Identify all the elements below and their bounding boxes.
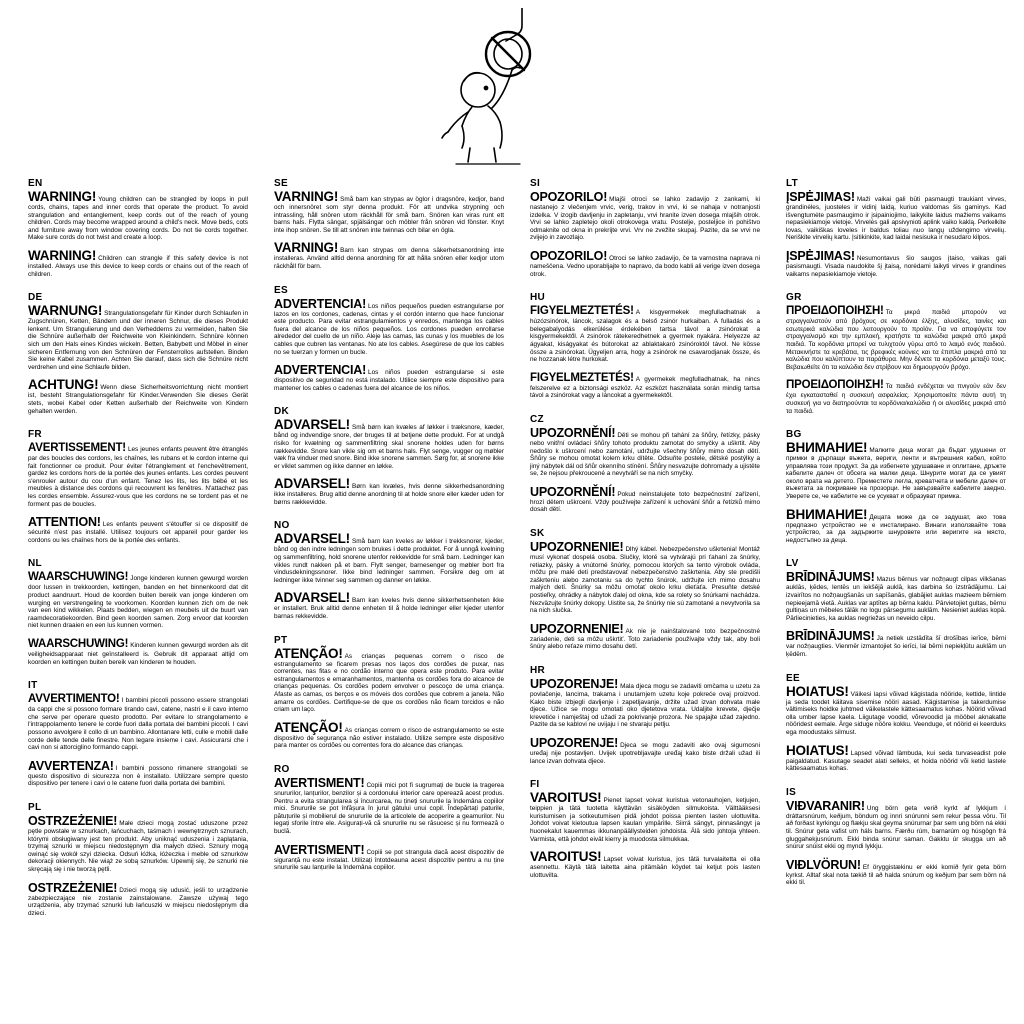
warning-paragraph	[530, 622, 760, 651]
section-spacer	[786, 894, 1006, 901]
section-spacer	[530, 285, 760, 292]
language-section-es	[274, 285, 504, 407]
warning-text: Děti se mohou při tahání za šňůry, řetízky, pásky nebo vnitřní ovládací šňůry tohoto produktu zamotat do smyčky a uškrtit. Aby nedošlo k uškrcení nebo zamotání, udržujte všechny šňůry mimo dosah dětí. Šňůry se mohou omotat kolem krku dítěte. Odsuňte postele, dětské postýlky a jiný nábytek dál od šňůr okenního stínění. Šňůry nesvazujte dohromady a ujistěte se, že nejsou překroucené a nevytváří se na nich smyčky.	[530, 431, 760, 478]
warning-text: A kisgyermekek megfulladhatnak a húzózsinórok, láncok, szalagok és a belső zsinór hurkaiban. A fulladás és a belegabalyodás elkerülése érdekében tartsa távol a zsinórokat a kisgyermekektől. A zsinórok rátekeredhetnek a gyermek nyakára. Helyezze az ágyakat, kiságyakat és bútorokat az ablaktakaró zsinóroktól távol. Ne kösse össze a zsinórokat. Ügyeljen arra, hogy a zsinórok ne csavarodjanak össze, és ne hozzanak létre hurkokat.	[530, 309, 760, 364]
column-4	[768, 178, 1024, 931]
warning-heading: OPOZORILO!	[530, 190, 608, 204]
warning-text: Små børn kan kvæles af løkker i træksnore, kæder, bånd og indvendige snore, der bruges til at betjene dette produkt. For at undgå risiko for kvælning og sammenfiltring skal snorene holdes uden for børns rækkevidde. Snore kan vikle sig om et barns hals. Flyt senge, vugger og møbler væk fra vinduer med snore. Bind ikke snorene sammen. Sørg for, at snorene ikke er viklet sammen og ikke danner en løkke.	[274, 424, 504, 470]
warning-paragraph	[786, 629, 1006, 658]
warning-text: Nesumontavus šio saugos įtaiso, vaikas gali pasismaugti. Visada naudokite šį įtaisą, norėdami laikyti virves ir grandines vaikams nepasiekiamoje vietoje.	[786, 254, 1006, 278]
warning-text: Małe dzieci mogą zostać uduszone przez pętle powstałe w sznurkach, łańcuchach, taśmach i wewnętrznych sznurach, którymi obsługiwany jest ten produkt. Aby uniknąć uduszenia i zaplątania, trzymaj sznurki w miejscu niedostępnym dla małych dzieci. Sznury mogą owinąć się wokół szyi dziecka. Odsuń łóżka, łóżeczka i meble od sznurków dekoracji okiennych. Nie wiąż ze sobą sznurków. Upewnij się, że sznurki nie skręcają się i nie tworzą pętli.	[28, 819, 248, 873]
column-2	[256, 178, 512, 931]
warning-text: Djeca se mogu zadaviti ako ovaj sigurnosni uređaj nije postavljen. Uvijek upotrebljavajte uređaj kako biste držali užad ili lance izvan dohvata djece.	[530, 741, 760, 765]
warning-text: Små barn kan kveles av løkker i trekksnorer, kjeder, bånd og den indre ledningen som brukes i dette produktet. For å unngå kvelning og sammenfiltring, hold snorene utenfor rekkevidde for små barn. Ledninger kan vikles rundt nakken på et barn. Flytt senger, barnesenger og møbler bort fra vindusdekningssnorer. Ikke bind ledninger sammen. Forsikre deg om at ledninger ikke tvinner seg sammen og danner en løkke.	[274, 538, 504, 584]
warning-text: Les jeunes enfants peuvent être étranglés par des boucles des cordons, les chaînes, les rubans et le cordon interne qui fait fonctionner ce produit. Pour éviter l'étranglement et l'enchevêtrement, gardez les cordons hors de la portée des jeunes enfants. Les cordes peuvent s'enrouler autour du cou d'un enfant. Tenez les lits, les lits bébé et les meubles à distance des cordons qui recouvrent les fenêtres. N'attachez pas les cordes ensemble. Assurez-vous que les cordons ne se tordent pas et ne forment pas de boucles.	[28, 446, 248, 508]
language-code: DE	[28, 292, 43, 304]
warning-paragraph	[530, 249, 760, 278]
section-spacer	[28, 285, 248, 292]
language-code: LV	[786, 558, 799, 570]
warning-paragraph	[786, 249, 1006, 278]
warning-heading: AVERTISMENT!	[274, 842, 365, 857]
language-code: NO	[274, 520, 290, 532]
warning-text: Copiii mici pot fi sugrumați de bucle la tragerea snururilor, lanțurilor, benzilor și a cordonului interior care operează acest produs. Pentru a evita strangularea și încurcarea, nu țineți snururile la îndemâna copiilor mici. Snururile se pot înfășura în jurul gâtului unui copil. Îndepărtați paturile, pătuțurile și mobilierul de snururile de la articolele de acoperire a geamurilor. Nu legați sforile între ele. Asigurați-vă că snururile nu se răsucesc și nu formează o buclă.	[274, 781, 504, 835]
warning-paragraph	[28, 190, 248, 242]
warning-text: Малките деца могат да бъдат удушени от примки в дърпащи въжета, вериги, ленти и вътрешния кабел, който управлява този продукт. За да избегнете удушаване и оплитане, дръжте кабелите далеч от обсега на малки деца. Шнурите могат да се увият около врата на детето. Преместете легла, креватчета и мебели далеч от въжетата за покриване на прозорци. Не завързвайте кабелите заедно. Уверете се, че кабелите не се усукват и образуват примка.	[786, 447, 1006, 501]
warning-paragraph	[274, 363, 504, 392]
warning-paragraph	[530, 791, 760, 843]
warning-paragraph	[530, 736, 760, 765]
warning-heading: ADVERTENCIA!	[274, 296, 367, 311]
warning-heading: ĮSPĖJIMAS!	[786, 248, 855, 263]
section-spacer	[530, 886, 760, 893]
warning-paragraph	[28, 814, 248, 874]
column-3	[512, 178, 768, 931]
warning-paragraph	[786, 190, 1006, 242]
warning-paragraph	[28, 249, 248, 278]
warning-paragraph	[274, 418, 504, 470]
language-section-ro	[274, 764, 504, 886]
child-strangulation-warning-illustration	[400, 8, 630, 168]
warning-text: Ef öryggistækinu er ekki komið fyrir geta börn kyrkst. Alltaf skal nota tækið til að halda snúrum og keðjum þar sem börn ná ekki til.	[786, 863, 1006, 887]
warning-heading: HOIATUS!	[786, 742, 849, 758]
warning-heading: UPOZORENJE!	[530, 677, 619, 691]
warning-text: Kinderen kunnen gewurgd worden als dit veiligheidsapparaat niet geïnstalleerd is. Gebruik dit apparaat altijd om koorden en kettingen buiten bereik van kinderen te houden.	[28, 642, 248, 666]
language-code: SE	[274, 178, 288, 189]
warning-text: Children can strangle if this safety device is not installed. Always use this device to keep cords or chains out of the reach of children.	[28, 254, 248, 278]
language-code: DK	[274, 406, 290, 418]
warning-text: Copiii se pot strangula dacă acest dispozitiv de siguranță nu este instalat. Utilizați întotdeauna acest dispozitiv pentru a nu ține snururile sau lanțurile la îndemâna copiilor.	[274, 848, 504, 872]
language-section-fi	[530, 779, 760, 893]
warning-text: Väikesi lapsi võivad kägistada nööride, kettide, lintide ja seda toodet käitava sisemise nööri aasad. Kägistamise ja takerdumise vältimiseks hoidke juhtmed väikelastele kättesaamatus kohas. Nöörid võivad olla umber lapse kaela. Liigutage voodid, võrevoodid ja mööbel aknakatte nööridest eemale. Ärge siduge nööre kokku. Veenduge, et nöörid ei keerduks ega moodustaks silmust.	[786, 690, 1006, 736]
warning-text: Wenn diese Sicherheitsvorrichtung nicht montiert ist, besteht Strangulationsgefahr für Kinder.Verwenden Sie dieses Gerät stets, wobei Kabel oder Ketten außerhalb der Reichweite von Kindern gehalten werden.	[28, 384, 248, 415]
warning-text: Ak nie je nainštalované toto bezpečnostné zariadenie, deti sa môžu uškrtiť. Toto zariadenie používajte vždy tak, aby boli šnúry alebo reťaze mimo dosahu detí.	[530, 627, 760, 651]
warning-paragraph	[786, 799, 1006, 851]
language-section-pl	[28, 802, 248, 931]
warning-heading: WARNING!	[28, 189, 97, 204]
warning-text: A gyermekek megfulladhatnak, ha nincs felszerelve ez a biztonsági eszköz. Az eszközt használata során mindig tartsa távol a zsinórokat vagy a láncokat a gyermekektől.	[530, 375, 760, 400]
language-code: EE	[786, 672, 800, 684]
warning-heading: OSTRZEŻENIE!	[28, 880, 118, 895]
warning-text: I bambini piccoli possono essere strangolati da cappi che si possono formare tirando cavi, catene, nastri e il cavo interno che serve per operare questo prodotto. Per evitare lo strangolamento e l'intrappolamento tenere le corde fuori dalla portata dei bambini piccoli. I cavi possono avvolgere il collo di un bambino. Allontanare letti, culle e mobili dalle corde delle tende delle finestre. Non legare insieme i cavi. Assicurarsi che i cavi non si attorciglino formando cappi.	[28, 697, 248, 752]
language-section-hu	[530, 292, 760, 414]
language-code: HU	[530, 292, 546, 304]
warning-text: Mala djeca mogu se zadaviti omčama u uzetu za povlačenje, lancima, trakama i unutarnjem uzetu koje pokreće ovaj proizvod. Kako biste izbjegli davljenje i zapetljavanje, držite užad izvan dohvata male djece. Užice se mogu omotati oko djetetova vrata. Udaljite krevete, dječje krevetiće i namještaj od užadi za pokrivanje prozora. Ne spajajte užad zajedno. Pazite da se kablovi ne uvijaju i ne stvaraju petlju.	[530, 683, 760, 729]
section-spacer	[786, 551, 1006, 558]
section-spacer	[274, 879, 504, 886]
warning-paragraph	[28, 441, 248, 508]
warning-paragraph	[274, 776, 504, 836]
section-spacer	[530, 521, 760, 528]
warning-paragraph	[274, 532, 504, 584]
warning-text: Lapset voivat kuristua, jos tätä turvalaitetta ei olla asennettu. Käytä tätä laitetta aina pitämään köydet tai ketjut pois lasten ulottuvilta.	[530, 856, 760, 879]
warning-heading: UPOZORENJE!	[530, 735, 619, 750]
language-section-fr	[28, 429, 248, 558]
warning-text: As crianças pequenas correm o risco de estrangulamento se ficarem presas nos laços dos cordões de puxar, nas correntes, nas fitas e no cordão interno que opera este produto. Para evitar estrangulamentos e emaranhamentos, mantenha os cordões fora do alcance de crianças pequenas. Os cordões podem envolver o pescoço de uma criança. Afaste as camas, os berços e os móveis dos cordões que cobrem a janela. Não amarre os cordões. Certifique-se de que os cordões não ficam torcidos e não criam um laço.	[274, 652, 504, 714]
language-section-pt	[274, 635, 504, 764]
warning-heading: ΠΡΟΕΙΔΟΠΟΙΗΣΗ!	[786, 305, 884, 318]
language-section-en	[28, 178, 248, 292]
section-spacer	[274, 399, 504, 406]
section-spacer	[28, 551, 248, 558]
warning-heading: ATENÇÃO!	[274, 645, 343, 661]
warning-heading: UPOZORNENIE!	[530, 621, 624, 636]
warning-heading: AVVERTIMENTO!	[28, 693, 120, 706]
warning-heading: BRĪDINĀJUMS!	[786, 570, 875, 585]
warning-text: Pienet lapset voivat kuristua vetonauhojen, ketjujen, teippien ja tätä tuotetta käyttävän sisäköyden silmukoista. Välttääksesi kuristumisen ja sotkeutumisen pidä johdot poissa pienten lasten ulottuvilta. Johdot voivat kietoutua lapsen kaulan ympärille. Siirrä sängyt, pinnasängyt ja huonekalut kauemmas ikkunanpäällysteiden johdoista. Älä sido johtoja yhteen. Varmista, että johdot eivät kierry ja muodosta silmukkaa.	[530, 797, 760, 843]
language-columns	[0, 178, 1024, 931]
language-code: NL	[28, 558, 42, 570]
warning-text: Lapsed võivad lämbuda, kui seda turvaseadist pole paigaldatud. Kasutage seadet alati selleks, et hoida nöörid või ketid lastele kättesaamatus kohas.	[786, 749, 1006, 773]
warning-heading: ВНИМАНИЕ!	[786, 506, 868, 522]
warning-heading: VIÐVARANIR!	[786, 798, 865, 813]
warning-heading: WARNUNG!	[28, 303, 103, 319]
warning-text: Los niños pequeños pueden estrangularse por lazos en los cordones, cadenas, cintas y el cordón interno que hace funcionar este producto. Para evitar estrangulamientos y enredos, mantenga los cables fuera del alcance de los niños pequeños. Los cordones pueden enrollarse alrededor del cuello de un niño. Aleje las camas, las cunas y los muebles de los cables que cubren las ventanas. No ate los cables. Asegúrese de que los cables no se tuerzan y formen un bucle.	[274, 302, 504, 356]
language-section-se	[274, 178, 504, 285]
warning-text: Young children can be strangled by loops in pull cords, chains, tapes and inner cords that operate the product. To avoid strangulation and entanglement, keep cords out of the reach of young children. Cords may become wrapped around a child's neck. Move beds, cots and furniture away from window covering cords. Do not tie cords together. Make sure cords do not twist and create a loop.	[28, 196, 248, 242]
warning-heading: VARNING!	[274, 189, 339, 204]
warning-text: Mazus bērnus var nožņaugt cilpas vilkšanas auklās, ķēdes, lentēs un iekšējā auklā, kas darbina šo izstrādājumu. Lai izvairītos no nožņaugšanās un sapīšanās, glabājiet auklas mazieem bērniem nepieejamā vietā. Auklas var aptītes ap bērna kaklu. Pārvietojiet gultas, bērnu gultiņas un mēbeles tālāk no logu pārsegumu auklām. Nesieniet auklas kopā. Pārliecinieties, ka auklas negriežas un neveido cilpu.	[786, 576, 1006, 622]
warning-text: Barn kan strypas om denna säkerhetsanordning inte installeras. Använd alltid denna anordning för att hålla snören eller kedjor utom räckhåll för barn.	[274, 247, 504, 270]
warning-heading: ADVARSEL!	[274, 476, 350, 492]
warning-heading: VAROITUS!	[530, 790, 602, 806]
language-section-bg	[786, 429, 1006, 558]
warning-text: Små barn kan strypas av öglor i dragsnöre, kedjor, band och innersnöret som styr denna produkt. För att undvika strypning och intrassling, håll snören utom räckhåll för små barn. Snören kan viras runt ett barns hals. Flytta sängar, spjälsängar och möbler från snören vid fönster. Knyt inte ihop snören. Se till att snören inte twinnas och bilar en ögla.	[274, 196, 504, 234]
section-spacer	[28, 924, 248, 931]
language-code: SK	[530, 528, 545, 540]
section-spacer	[530, 772, 760, 779]
warning-paragraph	[28, 692, 248, 752]
warning-heading: AVERTISSEMENT!	[28, 442, 126, 455]
warning-heading: FIGYELMEZTETÉS!	[530, 371, 634, 384]
warning-heading: WAARSCHUWING!	[28, 571, 129, 584]
warning-paragraph	[786, 570, 1006, 622]
warning-paragraph	[274, 721, 504, 750]
warning-text: Barn kan kveles hvis denne sikkerhetsenheten ikke er installert. Bruk alltid denne enheten til å holde ledninger eller kjeder utenfor barnas rekkevidde.	[274, 597, 504, 621]
warning-heading: BRĪDINĀJUMS!	[786, 629, 875, 644]
warning-heading: UPOZORNENIE!	[530, 540, 624, 555]
warning-heading: ATTENTION!	[28, 515, 101, 530]
language-section-cz	[530, 414, 760, 528]
warning-paragraph	[274, 647, 504, 714]
language-section-si	[530, 178, 760, 292]
language-section-lv	[786, 558, 1006, 672]
language-code: ES	[274, 284, 288, 296]
language-section-no	[274, 520, 504, 634]
language-section-nl	[28, 558, 248, 680]
language-code: EN	[28, 178, 43, 189]
language-section-gr	[786, 292, 1006, 429]
warning-text: I bambini possono rimanere strangolati se questo dispositivo di sicurezza non è installato. Utilizzare sempre questo dispositivo per tenere i cavi o le catene fuori dalla portata dei bambini.	[28, 764, 248, 788]
warning-heading: ACHTUNG!	[28, 377, 99, 393]
language-code: GR	[786, 292, 802, 304]
language-code: PL	[28, 801, 42, 813]
warning-heading: OSTRZEŻENIE!	[28, 813, 118, 828]
warning-paragraph	[274, 477, 504, 506]
warning-paragraph	[786, 378, 1006, 415]
section-spacer	[28, 673, 248, 680]
warning-heading: AVERTISMENT!	[274, 775, 365, 790]
section-spacer	[786, 285, 1006, 292]
section-spacer	[274, 278, 504, 285]
warning-heading: HOIATUS!	[786, 683, 849, 699]
section-spacer	[274, 628, 504, 635]
warning-heading: VAROITUS!	[530, 849, 602, 865]
section-spacer	[530, 658, 760, 665]
warning-paragraph	[28, 515, 248, 544]
warning-heading: ATENÇÃO!	[274, 719, 343, 735]
warning-text: Børn kan kvæles, hvis denne sikkerhedsanordning ikke installeres. Brug altid denne anordning til at holde snore eller kæder uden for børns rækkevidde.	[274, 483, 504, 506]
language-section-de	[28, 292, 248, 429]
warning-heading: VARNING!	[274, 240, 339, 256]
language-section-it	[28, 680, 248, 802]
warning-paragraph	[530, 850, 760, 879]
warning-paragraph	[786, 304, 1006, 371]
warning-heading: AVVERTENZA!	[28, 758, 114, 773]
section-spacer	[786, 780, 1006, 787]
warning-heading: ĮSPĖJIMAS!	[786, 190, 855, 204]
warning-text: Los niños pueden estrangularse si este dispositivo de seguridad no está instalado. Utilice siempre este dispositivo para mantener los cables o cadenas fuera del alcance de los niños.	[274, 369, 504, 392]
warning-paragraph	[274, 190, 504, 234]
language-section-lt	[786, 178, 1006, 292]
section-spacer	[274, 757, 504, 764]
warning-heading: UPOZORNĚNÍ!	[530, 425, 616, 440]
warning-text: Децата може да се задушат, ако това предпазно устройство не е инсталирано. Винаги използвайте това устройство, за да задържите шнуровете или веригите на място, недостъпно за деца.	[786, 513, 1006, 544]
warning-paragraph	[786, 744, 1006, 773]
warning-text: Pokud neinstalujete toto bezpečnostní zařízení, hrozí dětem uškrcení. Vždy používejte zařízení k uchování šňůr a řetízků mimo dosah dětí.	[530, 490, 760, 514]
warning-paragraph	[530, 540, 760, 615]
warning-text: Dlhý kábel. Nebezpečenstvo uškrtenia! Montáž musí vykonať dospelá osoba. Slučky, ktoré sa vytvárajú pri ťahaní za šnúrky, retiazky, pásky a vnútorné šnúrky, pomocou ktorých sa tento výrobok ovláda, môžu pre malé deti predstavovať nebezpečenstvo zaškrtenia. Aby ste predišli zaškrteniu alebo zamotaniu sa do tychto šnúrok, udržujte ich mimo dosahu malých detí. Šnúrky sa môžu omotať okolo krku dieťaťa. Presuňte detské postieľky, ohrádky a nábytok ďalej od okna, kde sa rolety so šnúrkami nachádza. Nezväzujte šnúrky dokopy. Uistite sa, že šnúrky nie sú zamotané a nevytvorila sa na nich slučka.	[530, 546, 760, 615]
warning-paragraph	[28, 759, 248, 788]
warning-text: Jonge kinderen kunnen gewurgd worden door lussen in trekkoorden, kettingen, banden en het binnenkoord dat dit product aandruurt. Houd de koorden buiten bereik van jonge kinderen om wurging en verstrengeling te voorkomen. Koorden kunnen zich om de nek van een kind wikkelen. Plaats bedden, wiegen en meubels uit de buurt van raamdecoratiekoorden. Bind geen koorden samen. Zorg ervoor dat koorden niet kunnen draaien en een lus kunnen vormen.	[28, 575, 248, 630]
warning-text: Maži vaikai gali būti pasmaugti traukiant virves, grandinėles, juosteles ir vidinį laidą, kuriuo valdomas šis gaminys. Kad išvengtumėte pasmaugimo ir įsipainiojimo, laikykite laidus mažiems vaikams nepasiekiamoje vietoje. Virvelės gali apsivynioti aplink vaiko kaklą. Perkelkite lovas, vaikiškas loveles ir baldus toliau nuo langų uždengimo virvelių. Neriškite virvelių kartu. Įsitikinkite, kad laidai nesisuka ir nesudaro kilpos.	[786, 196, 1006, 242]
warning-paragraph	[530, 485, 760, 514]
warning-paragraph	[28, 570, 248, 630]
warning-paragraph	[786, 441, 1006, 501]
warning-heading: UPOZORNĚNÍ!	[530, 484, 616, 499]
language-section-hr	[530, 665, 760, 779]
warning-text: Otroci se lahko zadavijo, če ta varnostna naprava ni nameščena. Vedno uporabljajte to napravo, da bodo kabli ali verige izven dosega otrok.	[530, 254, 760, 278]
warning-heading: OPOZORILO!	[530, 248, 608, 263]
language-section-is	[786, 787, 1006, 901]
warning-paragraph	[530, 677, 760, 729]
warning-heading: FIGYELMEZTETÉS!	[530, 305, 634, 318]
language-section-sk	[530, 528, 760, 665]
warning-heading: ADVARSEL!	[274, 531, 350, 547]
warning-text: Dzieci mogą się udusić, jeśli to urządzenie zabezpieczające nie zostanie zainstalowane. Zawsze używaj tego urządzenia, aby trzymać sznurki lub łańcuszki w miejscu niedostępnym dla dzieci.	[28, 886, 248, 917]
warning-text: Strangulationsgefahr für Kinder durch Schlaufen in Zugschnüren, Ketten, Bändern und der inneren Schnur, die dieses Produkt lenkent. Um Strangulierung und den Verhedderns zu vermeiden, halten Sie die Schnüre außerhalb der Reichweite von Kleinkindern. Schnüre können sich um den Hals eines Kindes wickeln. Betten, Babybett und Möbel in einer sicheren Entfernung von den Schnüren der Fensterrollos aufstellen. Binden Sie keine Kabel zusammen. Achten Sie darauf, dass sich die Schnüre nicht verdrehen und eine Schlaufe bilden.	[28, 310, 248, 371]
warning-heading: ВНИМАНИЕ!	[786, 440, 868, 456]
warning-text: Mlajši otroci se lahko zadavijo z zankami, ki nastanejo z vlečenjem vrvic, verig, trakov in vrvi, ki se nahaja v notranjosti izdelka. V izogib davljenju in zapletanju, vrvi hranite izven dosega mlajših otrok. Vrvi se lahko zapletejo okoli otrokovega vratu. Postelje, posteljice in pohištvo odmaknite od okna in prekrijte vrvi. Vrv ne zvežite skupaj. Pazite, da se vrvi ne zvijejo in zavozlajo.	[530, 196, 760, 242]
language-section-ee	[786, 673, 1006, 787]
warning-paragraph	[530, 190, 760, 242]
section-spacer	[530, 407, 760, 414]
warning-text: Ja netiek uzstādīta šī drošības ierīce, bērni var nožņaugties. Vienmēr izmantojiet šo ierīci, lai bērni nepiekļūtu auklām un ķēdēm.	[786, 635, 1006, 658]
warning-paragraph	[530, 426, 760, 478]
warning-paragraph	[274, 843, 504, 872]
warning-text: Τα παιδιά ενδέχεται να πνιγούν εάν δεν έχει εγκατασταθεί η συσκευή ασφαλείας. Χρησιμοποιείτε πάντα αυτή τη συσκευή για να διατηρούνται τα κορδόνια/καλώδια ή οι αλυσίδες μακριά από τα παιδιά.	[786, 383, 1006, 415]
section-spacer	[786, 422, 1006, 429]
warning-paragraph	[786, 508, 1006, 545]
warning-paragraph	[28, 378, 248, 415]
section-spacer	[786, 666, 1006, 673]
language-code: RO	[274, 763, 290, 775]
warning-heading: WAARSCHUWING!	[28, 638, 129, 650]
warning-paragraph	[786, 858, 1006, 887]
section-spacer	[28, 795, 248, 802]
warning-paragraph	[530, 371, 760, 400]
language-code: FI	[530, 779, 540, 791]
warning-text: As crianças correm o risco de estrangulamento se este dispositivo de segurança não estiver instalado. Utilize sempre este dispositivo para manter os cordões ou correntes fora do alcance das crianças.	[274, 726, 504, 750]
language-code: SI	[530, 178, 541, 189]
column-1	[0, 178, 256, 931]
language-code: CZ	[530, 413, 544, 425]
warning-paragraph	[530, 304, 760, 364]
section-spacer	[274, 513, 504, 520]
warning-text: Les enfants peuvent s'étouffer si ce dispositif de sécurité n'est pas installé. Utilisez toujours cet appareil pour garder les cordons ou les chaînes hors de la portée des enfants.	[28, 521, 248, 544]
warning-paragraph	[28, 881, 248, 918]
warning-text: Τα μικρά παιδιά μπορούν να στραγγαλιστούν από βρόχους σε κορδόνια έλξης, αλυσίδες, ταινίες και εσωτερικά καλώδια που λειτουργούν το προϊόν. Για να αποφύγετε τον στραγγαλισμό και την εμπλοκή, κρατήστε τα καλώδια μακριά από μικρά παιδιά. Τα κορδόνια μπορεί να τυλιχτούν γύρω από το λαιμό ενός παιδιού. Μετακινήστε τα κρεβάτια, τις βρεφικές κούνιες και τα έπιπλα μακριά από τα καλώδια που καλύπτουν τα παράθυρα. Μην δένετε τα κορδόνια μεταξύ τους. Βεβαιωθείτε ότι τα καλώδια δεν στρίβουν και δημιουργούν βρόχο.	[786, 309, 1006, 371]
language-section-dk	[274, 406, 504, 520]
warning-heading: ADVARSEL!	[274, 417, 350, 433]
warning-paragraph	[274, 591, 504, 620]
language-code: IS	[786, 786, 797, 798]
warning-text: Ung börn geta verið kyrkt af lykkjum í dráttarsnúrum, keðjum, böndum og innri snúrunni sem rekur þessa vöru. Til að forðast kyrkingu og flækju skal geyma snúrurnar þar sem ung börn ná ekki til. Snúrur geta vafist um háls barns. Færðu rúm, barnarúm og húsgögn frá gluggahekjusnúrum. Ekki binda snúrur saman. Gakktu úr skugga um að snúrur snúist ekki og myndi lykkju.	[786, 804, 1006, 851]
warning-paragraph	[274, 297, 504, 357]
warning-paragraph	[28, 304, 248, 371]
language-code: BG	[786, 429, 802, 441]
language-code: FR	[28, 429, 42, 441]
warning-heading: ADVERTENCIA!	[274, 363, 367, 378]
warning-heading: WARNING!	[28, 247, 97, 263]
language-code: IT	[28, 680, 38, 692]
warning-heading: ADVARSEL!	[274, 590, 350, 606]
language-code: HR	[530, 665, 546, 676]
warning-heading: ΠΡΟΕΙΔΟΠΟΙΗΣΗ!	[786, 379, 884, 392]
warning-paragraph	[786, 685, 1006, 737]
language-code: PT	[274, 634, 288, 646]
warning-paragraph	[274, 241, 504, 270]
section-spacer	[28, 422, 248, 429]
warning-paragraph	[28, 637, 248, 666]
language-code: LT	[786, 178, 799, 189]
warning-heading: VIÐLVÖRUN!	[786, 857, 861, 872]
